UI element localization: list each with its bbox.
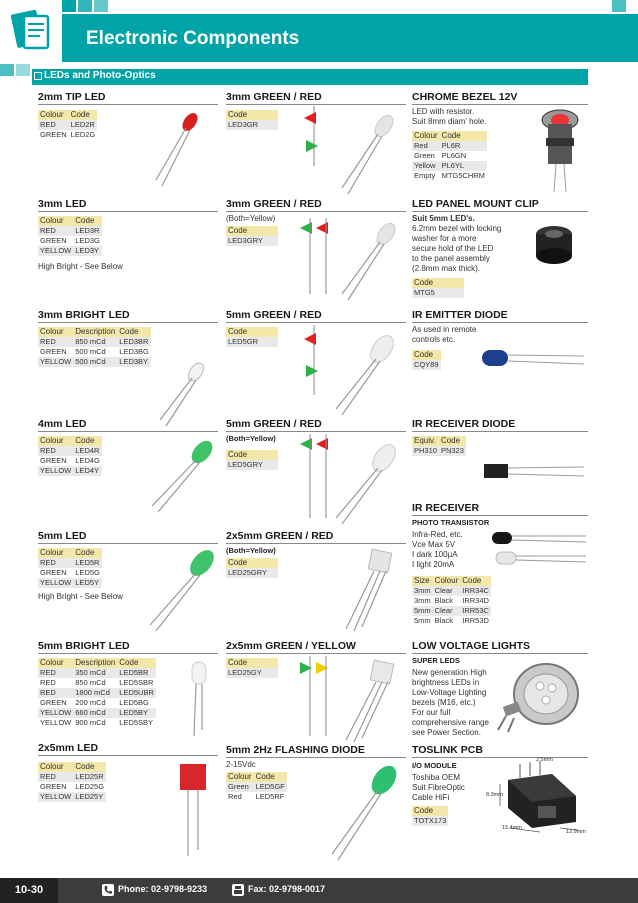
table-cell: LED3R — [73, 226, 102, 236]
dimension-label: 15.4mm — [502, 825, 522, 831]
divider — [38, 543, 218, 544]
product-table — [412, 576, 491, 626]
clear-led-image — [180, 658, 220, 738]
bicolor-led-image — [296, 434, 406, 524]
table-cell: 1800 mCd — [73, 688, 117, 698]
clear-led-image — [150, 360, 210, 430]
table-cell: Yellow — [412, 161, 440, 171]
table-cell: MTG5 — [412, 288, 464, 298]
table-cell: LED25G — [75, 782, 105, 791]
table-header: Colour — [38, 327, 73, 337]
table-cell: LED5GRY — [226, 460, 278, 470]
red-diode-symbol — [304, 112, 316, 124]
bicolor-rectangular-led-image — [296, 656, 406, 746]
divider — [226, 653, 406, 654]
table-header: Code — [226, 327, 278, 337]
table-cell: LED5G — [75, 568, 100, 577]
table-cell: 3mm — [414, 596, 431, 605]
ir-receiver-image — [478, 454, 588, 494]
header-tile — [94, 0, 108, 12]
description-line: Cable HiFi — [412, 793, 450, 802]
table-cell: PL6R — [440, 141, 487, 151]
product-title: 3mm BRIGHT LED — [38, 309, 130, 321]
table-header: Code — [226, 110, 278, 120]
product-title: IR RECEIVER — [412, 502, 480, 514]
photo-transistor-image — [488, 526, 588, 576]
divider — [412, 515, 588, 516]
table-cell: CQY89 — [414, 360, 439, 369]
table-cell: GREEN — [40, 782, 67, 791]
table-cell: PH310 — [414, 446, 437, 455]
table-cell: RED — [38, 688, 73, 698]
product-subtitle: 2-15Vdc — [226, 760, 256, 769]
table-cell: 5mm — [414, 616, 431, 625]
green-diode-symbol — [306, 140, 318, 152]
table-cell: PN323 — [440, 446, 464, 455]
table-cell: LED3BR — [117, 337, 151, 347]
product-table — [38, 762, 106, 802]
product-table — [412, 436, 466, 456]
table-header: Description — [75, 658, 116, 667]
product-title: 5mm 2Hz FLASHING DIODE — [226, 744, 365, 756]
product-title: 5mm GREEN / RED — [226, 309, 322, 321]
description-line: washer for a more — [412, 234, 477, 243]
table-cell: LED3BY — [117, 357, 151, 367]
table-header: Colour — [38, 216, 73, 226]
table-cell: LED5GF — [255, 782, 285, 791]
description-line: to the panel assembly — [412, 254, 490, 263]
ir-emitter-image — [478, 342, 588, 382]
table-cell: LED25GY — [226, 668, 278, 678]
table-cell: LED5BY — [117, 708, 156, 718]
table-header: Code — [73, 216, 102, 226]
bicolor-led-image — [296, 325, 406, 415]
divider — [38, 322, 218, 323]
table-cell: IRR53D — [462, 616, 489, 625]
table-cell: YELLOW — [40, 578, 72, 587]
divider — [226, 211, 406, 212]
table-cell: LED3GRY — [226, 236, 278, 246]
table-header: Code — [412, 806, 448, 816]
product-subtitle: (Both=Yellow) — [226, 434, 276, 443]
product-title: IR EMITTER DIODE — [412, 309, 508, 321]
table-cell: YELLOW — [40, 792, 72, 801]
table-header: Colour — [434, 576, 459, 585]
divider — [226, 757, 406, 758]
divider — [226, 322, 406, 323]
product-description — [412, 107, 486, 127]
description-line: brightness LEDs in — [412, 678, 480, 687]
product-subtitle: PHOTO TRANSISTOR — [412, 518, 490, 527]
product-description — [412, 773, 465, 803]
table-cell: 200 mCd — [75, 698, 106, 707]
table-cell: GREEN — [40, 698, 67, 707]
description-line: I light 20mA — [412, 560, 455, 569]
page-header — [0, 0, 638, 62]
table-cell: 3mm — [414, 586, 431, 595]
table-header: Code — [73, 762, 106, 772]
table-cell: GREEN — [40, 130, 67, 139]
table-header: Colour — [38, 658, 73, 668]
table-cell: IRR34C — [462, 586, 489, 595]
fax-icon — [232, 884, 244, 896]
table-cell: GREEN — [40, 456, 67, 465]
table-header: Code — [226, 558, 278, 568]
table-cell: 350 mCd — [73, 668, 117, 678]
table-cell: Green — [414, 151, 435, 160]
table-header: Code — [440, 131, 487, 141]
table-header: Colour — [38, 436, 73, 446]
table-cell: TOTX173 — [414, 816, 447, 825]
divider — [226, 543, 406, 544]
red-led-image — [150, 110, 210, 190]
product-table — [226, 558, 278, 578]
dimension-label: 12.9mm — [566, 829, 586, 835]
table-header: Code — [117, 658, 156, 668]
green-led-image — [318, 762, 408, 862]
description-line: I dark 100µA — [412, 550, 458, 559]
product-table — [412, 131, 487, 181]
divider — [38, 653, 218, 654]
product-title: LOW VOLTAGE LIGHTS — [412, 640, 531, 652]
table-cell: RED — [40, 678, 56, 687]
mr16-lamp-image — [496, 656, 588, 736]
product-title: TOSLINK PCB — [412, 744, 483, 756]
product-table — [226, 226, 278, 246]
table-cell: PL6GN — [441, 151, 467, 160]
product-table — [226, 658, 278, 678]
product-title: 5mm BRIGHT LED — [38, 640, 130, 652]
product-title: 5mm LED — [38, 530, 87, 542]
product-table — [412, 806, 448, 826]
table-header: Code — [73, 436, 102, 446]
product-table — [38, 110, 97, 140]
product-table — [38, 216, 102, 256]
table-cell: Empty — [414, 171, 436, 180]
table-cell: LED4R — [73, 446, 102, 456]
table-cell: LED5BR — [117, 668, 156, 678]
description-line: 6.2mm bezel with locking — [412, 224, 502, 233]
description-line: Suit 5mm LED's. — [412, 214, 475, 223]
table-header: Size — [412, 576, 433, 586]
table-cell: LED3GR — [226, 120, 278, 130]
table-header: Code — [412, 350, 441, 360]
table-header: Code — [412, 278, 464, 288]
table-cell: GREEN — [40, 568, 67, 577]
product-subtitle: (Both=Yellow) — [226, 214, 276, 223]
divider — [38, 431, 218, 432]
description-line: controls etc. — [412, 335, 456, 344]
product-description — [412, 668, 489, 738]
book-icon — [6, 6, 56, 56]
table-cell: YELLOW — [40, 718, 72, 727]
table-cell: LED2G — [70, 130, 96, 139]
product-title: 5mm GREEN / RED — [226, 418, 322, 430]
product-title: 4mm LED — [38, 418, 87, 430]
description-line: LED with resistor. — [412, 107, 475, 116]
table-cell: 500 mCd — [75, 347, 106, 356]
table-header: Colour — [228, 772, 252, 781]
product-description — [412, 530, 463, 570]
table-cell: Black — [434, 596, 454, 605]
divider — [38, 211, 218, 212]
table-cell: LED3Y — [73, 246, 102, 256]
product-title: 3mm GREEN / RED — [226, 198, 322, 210]
product-table — [38, 436, 102, 476]
product-description — [412, 214, 501, 274]
description-line: secure hold of the LED — [412, 244, 494, 253]
page-number: 10-30 — [0, 878, 58, 903]
table-header: Colour — [414, 131, 438, 140]
green-led-image — [140, 436, 220, 516]
bicolor-rectangular-led-image — [296, 545, 406, 635]
product-subtitle: SUPER LEDS — [412, 656, 460, 665]
header-tile — [16, 64, 30, 76]
description-line: New generation High — [412, 668, 487, 677]
description-line: Suit FibreOptic — [412, 783, 465, 792]
table-header: Code — [226, 658, 278, 668]
product-table — [38, 658, 156, 728]
table-cell: IRR53C — [462, 606, 489, 615]
table-cell: 850 mCd — [75, 678, 106, 687]
product-description — [412, 325, 476, 345]
table-cell: LED4G — [75, 456, 100, 465]
table-header: Colour — [38, 762, 73, 772]
phone-icon — [102, 884, 114, 896]
table-cell: RED — [38, 226, 73, 236]
table-cell: LED25GRY — [226, 568, 278, 578]
table-header: Colour — [38, 548, 73, 558]
description-line: bezels (M16, etc.) — [412, 698, 476, 707]
product-title: 2mm TIP LED — [38, 91, 106, 103]
fax-number: Fax: 02-9798-0017 — [248, 884, 326, 894]
dimension-label: 8.3mm — [486, 792, 503, 798]
table-cell: LED3BG — [119, 347, 149, 356]
divider — [38, 755, 218, 756]
table-cell: Green — [226, 782, 254, 792]
product-note: High Bright - See Below — [38, 592, 123, 601]
catalog-icon — [0, 0, 62, 62]
table-cell: MTG5CHRM — [441, 171, 485, 180]
table-cell: LED5GR — [226, 337, 278, 347]
table-header: Code — [254, 772, 287, 782]
table-header: Code — [439, 436, 466, 446]
table-header: Equiv. — [412, 436, 439, 446]
product-title: LED PANEL MOUNT CLIP — [412, 198, 539, 210]
product-table — [412, 350, 441, 370]
product-title: 3mm GREEN / RED — [226, 91, 322, 103]
divider — [226, 431, 406, 432]
table-cell: GREEN — [40, 347, 67, 356]
table-cell: RED — [38, 668, 73, 678]
panel-clip-image — [524, 218, 584, 278]
header-tile — [62, 0, 76, 12]
section-title: LEDs and Photo-Optics — [44, 70, 156, 81]
table-cell: 500 mCd — [73, 357, 117, 367]
product-table — [226, 110, 278, 130]
table-cell: LED4Y — [73, 466, 102, 476]
table-cell: YELLOW — [40, 466, 72, 475]
product-table — [226, 772, 287, 802]
product-title: 2x5mm GREEN / YELLOW — [226, 640, 356, 652]
product-table — [38, 548, 102, 588]
table-cell: LED25Y — [73, 792, 106, 802]
divider — [412, 653, 588, 654]
description-line: comprehensive range — [412, 718, 489, 727]
product-title: 3mm LED — [38, 198, 87, 210]
table-cell: Red — [412, 141, 440, 151]
description-line: Low-Voltage Lighting — [412, 688, 487, 697]
table-cell: LED5UBR — [119, 688, 154, 697]
table-cell: LED5RF — [255, 792, 285, 801]
bicolor-led-image — [296, 106, 406, 196]
table-cell: YELLOW — [40, 246, 72, 255]
description-line: see Power Section. — [412, 728, 481, 737]
product-title: 2x5mm GREEN / RED — [226, 530, 334, 542]
table-header: Code — [226, 450, 278, 460]
phone-number: Phone: 02-9798-9233 — [118, 884, 208, 894]
table-cell: LED5Y — [73, 578, 102, 588]
table-cell: GREEN — [40, 236, 67, 245]
table-cell: LED3G — [75, 236, 100, 245]
green-led-image — [140, 545, 220, 635]
product-table — [38, 327, 151, 367]
description-line: Infra-Red, etc. — [412, 530, 463, 539]
description-line: Vce Max 5V — [412, 540, 456, 549]
description-line: As used in remote — [412, 325, 477, 334]
table-header: Code — [460, 576, 491, 586]
table-cell: RED — [38, 337, 73, 347]
divider — [412, 322, 588, 323]
product-table — [412, 278, 464, 298]
product-title: 2x5mm LED — [38, 742, 99, 754]
table-cell: LED25R — [73, 772, 106, 782]
table-header: Code — [69, 110, 98, 120]
product-title: IR RECEIVER DIODE — [412, 418, 516, 430]
table-header: Code — [226, 226, 278, 236]
table-cell: RED — [38, 120, 69, 130]
table-cell: Red — [228, 792, 242, 801]
table-cell: RED — [38, 772, 73, 782]
table-cell: 660 mCd — [73, 708, 117, 718]
product-subtitle: (Both=Yellow) — [226, 546, 276, 555]
description-line: For our full — [412, 708, 451, 717]
table-cell: LED5SBY — [119, 718, 154, 727]
page-title: Electronic Components — [86, 28, 300, 49]
table-cell: RED — [38, 446, 73, 456]
table-header: Description — [75, 327, 116, 336]
table-cell: Clear — [433, 606, 461, 616]
table-cell: LED5R — [73, 558, 102, 568]
table-cell: Clear — [433, 586, 461, 596]
description-line: (2.8mm max thick). — [412, 264, 481, 273]
table-header: Code — [73, 548, 102, 558]
product-note: High Bright - See Below — [38, 262, 123, 271]
table-cell: RED — [38, 558, 73, 568]
checkbox-icon — [34, 72, 42, 80]
table-header: Colour — [38, 110, 69, 120]
description-line: Suit 8mm diam' hole. — [412, 117, 487, 126]
divider — [226, 104, 406, 105]
divider — [412, 211, 588, 212]
table-cell: 850 mCd — [73, 337, 117, 347]
bicolor-led-image — [296, 214, 406, 304]
red-rectangular-led-image — [168, 760, 218, 860]
table-cell: IRR34D — [462, 596, 489, 605]
chrome-bezel-image — [530, 104, 590, 194]
table-cell: YELLOW — [40, 708, 72, 717]
table-header: Code — [117, 327, 151, 337]
product-table — [226, 450, 278, 470]
description-line: Toshiba OEM — [412, 773, 461, 782]
product-table — [226, 327, 278, 347]
table-cell: Black — [434, 616, 454, 625]
table-cell: PL6YL — [440, 161, 487, 171]
table-cell: LED2R — [69, 120, 98, 130]
table-cell: LED5BG — [119, 698, 149, 707]
table-cell: 5mm — [414, 606, 431, 615]
product-subtitle: I/O MODULE — [412, 761, 457, 770]
divider — [38, 104, 218, 105]
header-tile — [78, 0, 92, 12]
divider — [412, 431, 588, 432]
table-cell: LED5SBR — [119, 678, 154, 687]
dimension-label: 2.5mm — [536, 757, 553, 763]
header-tile — [0, 64, 14, 76]
table-cell: 900 mCd — [75, 718, 106, 727]
table-cell: YELLOW — [40, 357, 72, 366]
header-tile — [612, 0, 626, 12]
product-title: CHROME BEZEL 12V — [412, 91, 518, 103]
